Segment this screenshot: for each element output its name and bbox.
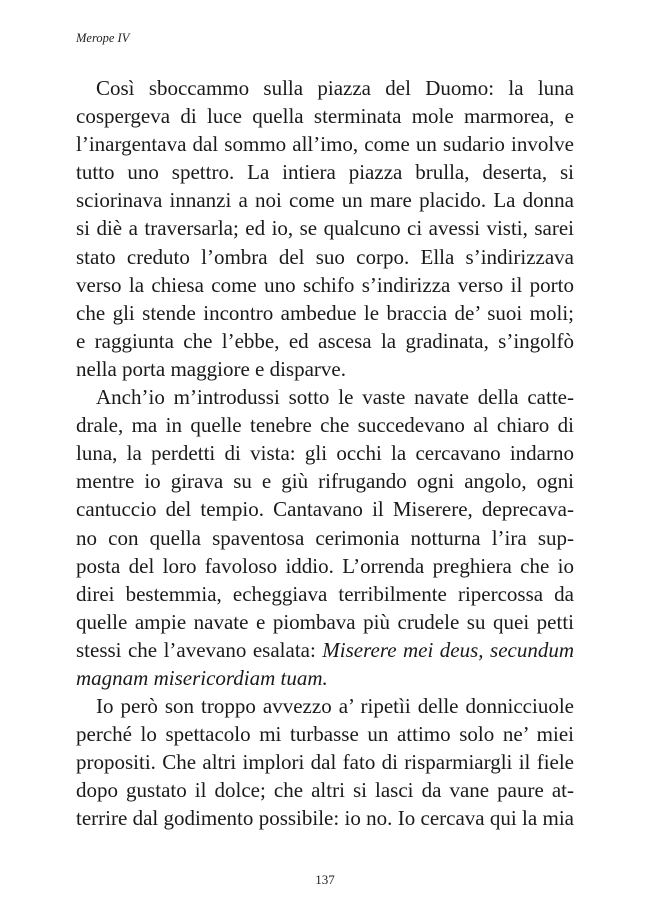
text-span: stessi che l’avevano esalata: <box>76 637 323 662</box>
text-line: che gli stende incontro ambedue le braccia de’ suoi moli; <box>76 300 574 325</box>
paragraph-3 <box>76 692 574 832</box>
text-line: Così sboccammo sulla piazza del Duomo: la luna <box>96 76 574 100</box>
paragraph-2 <box>76 383 574 692</box>
body-text <box>76 74 574 833</box>
text-line: Io però son troppo avvezzo a’ ripetìi delle donnicciuole <box>96 694 574 719</box>
text-line: stato creduto l’ombra del suo corpo. Ella s’indirizzava <box>76 244 574 269</box>
text-line: nella porta maggiore e disparve. <box>76 356 346 381</box>
text-line: tutto uno spettro. La intiera piazza brulla, deserta, si <box>76 160 574 185</box>
running-head: Merope IV <box>76 31 130 45</box>
latin-quote-end: magnam misericordiam tuam. <box>76 665 328 690</box>
text-line: dopo gustato il dolce; che altri si lasci da vane paure at- <box>76 778 574 803</box>
text-line: perché lo spettacolo mi turbasse un attimo solo ne’ miei <box>76 722 574 747</box>
text-line: si diè a traversarla; ed io, se qualcuno ci avessi visti, sarei <box>76 216 574 241</box>
text-line <box>76 636 574 664</box>
text-line: cospergeva di luce quella sterminata mole marmorea, e <box>76 104 574 129</box>
latin-quote: Miserere mei deus, secundum <box>322 637 575 662</box>
text-line: luna, la perdetti di vista: gli occhi la cercavano indarno <box>76 441 574 466</box>
text-line: e raggiunta che l’ebbe, ed ascesa la gradinata, s’ingolfò <box>76 328 574 353</box>
text-line: cantuccio del tempio. Cantavano il Miserere, deprecava- <box>76 497 574 522</box>
text-line: no con quella spaventosa cerimonia notturna l’ira sup- <box>76 525 574 550</box>
text-line: propositi. Che altri implori dal fato di risparmiargli il fiele <box>76 750 574 775</box>
page-number: 137 <box>315 872 335 887</box>
text-line: quelle ampie navate e piombava più crudele su quei petti <box>76 609 574 634</box>
text-line: Anch’io m’introdussi sotto le vaste navate della catte- <box>96 385 574 410</box>
text-line: verso la chiesa come uno schifo s’indirizza verso il porto <box>76 272 574 297</box>
text-line: mentre io girava su e giù rifrugando ogni angolo, ogni <box>76 469 574 494</box>
paragraph-1 <box>76 74 574 383</box>
text-line: terrire dal godimento possibile: io no. Io cercava qui la mia <box>76 806 574 831</box>
text-line: sciorinava innanzi a noi come un mare placido. La donna <box>76 188 574 213</box>
text-line: posta del loro favoloso iddio. L’orrenda preghiera che io <box>76 553 574 578</box>
text-line: direi bestemmia, echeggiava terribilmente ripercossa da <box>76 581 574 606</box>
text-line: drale, ma in quelle tenebre che succedevano al chiaro di <box>76 413 574 438</box>
text-line: l’inargentava dal sommo all’imo, come un sudario involve <box>76 132 574 157</box>
